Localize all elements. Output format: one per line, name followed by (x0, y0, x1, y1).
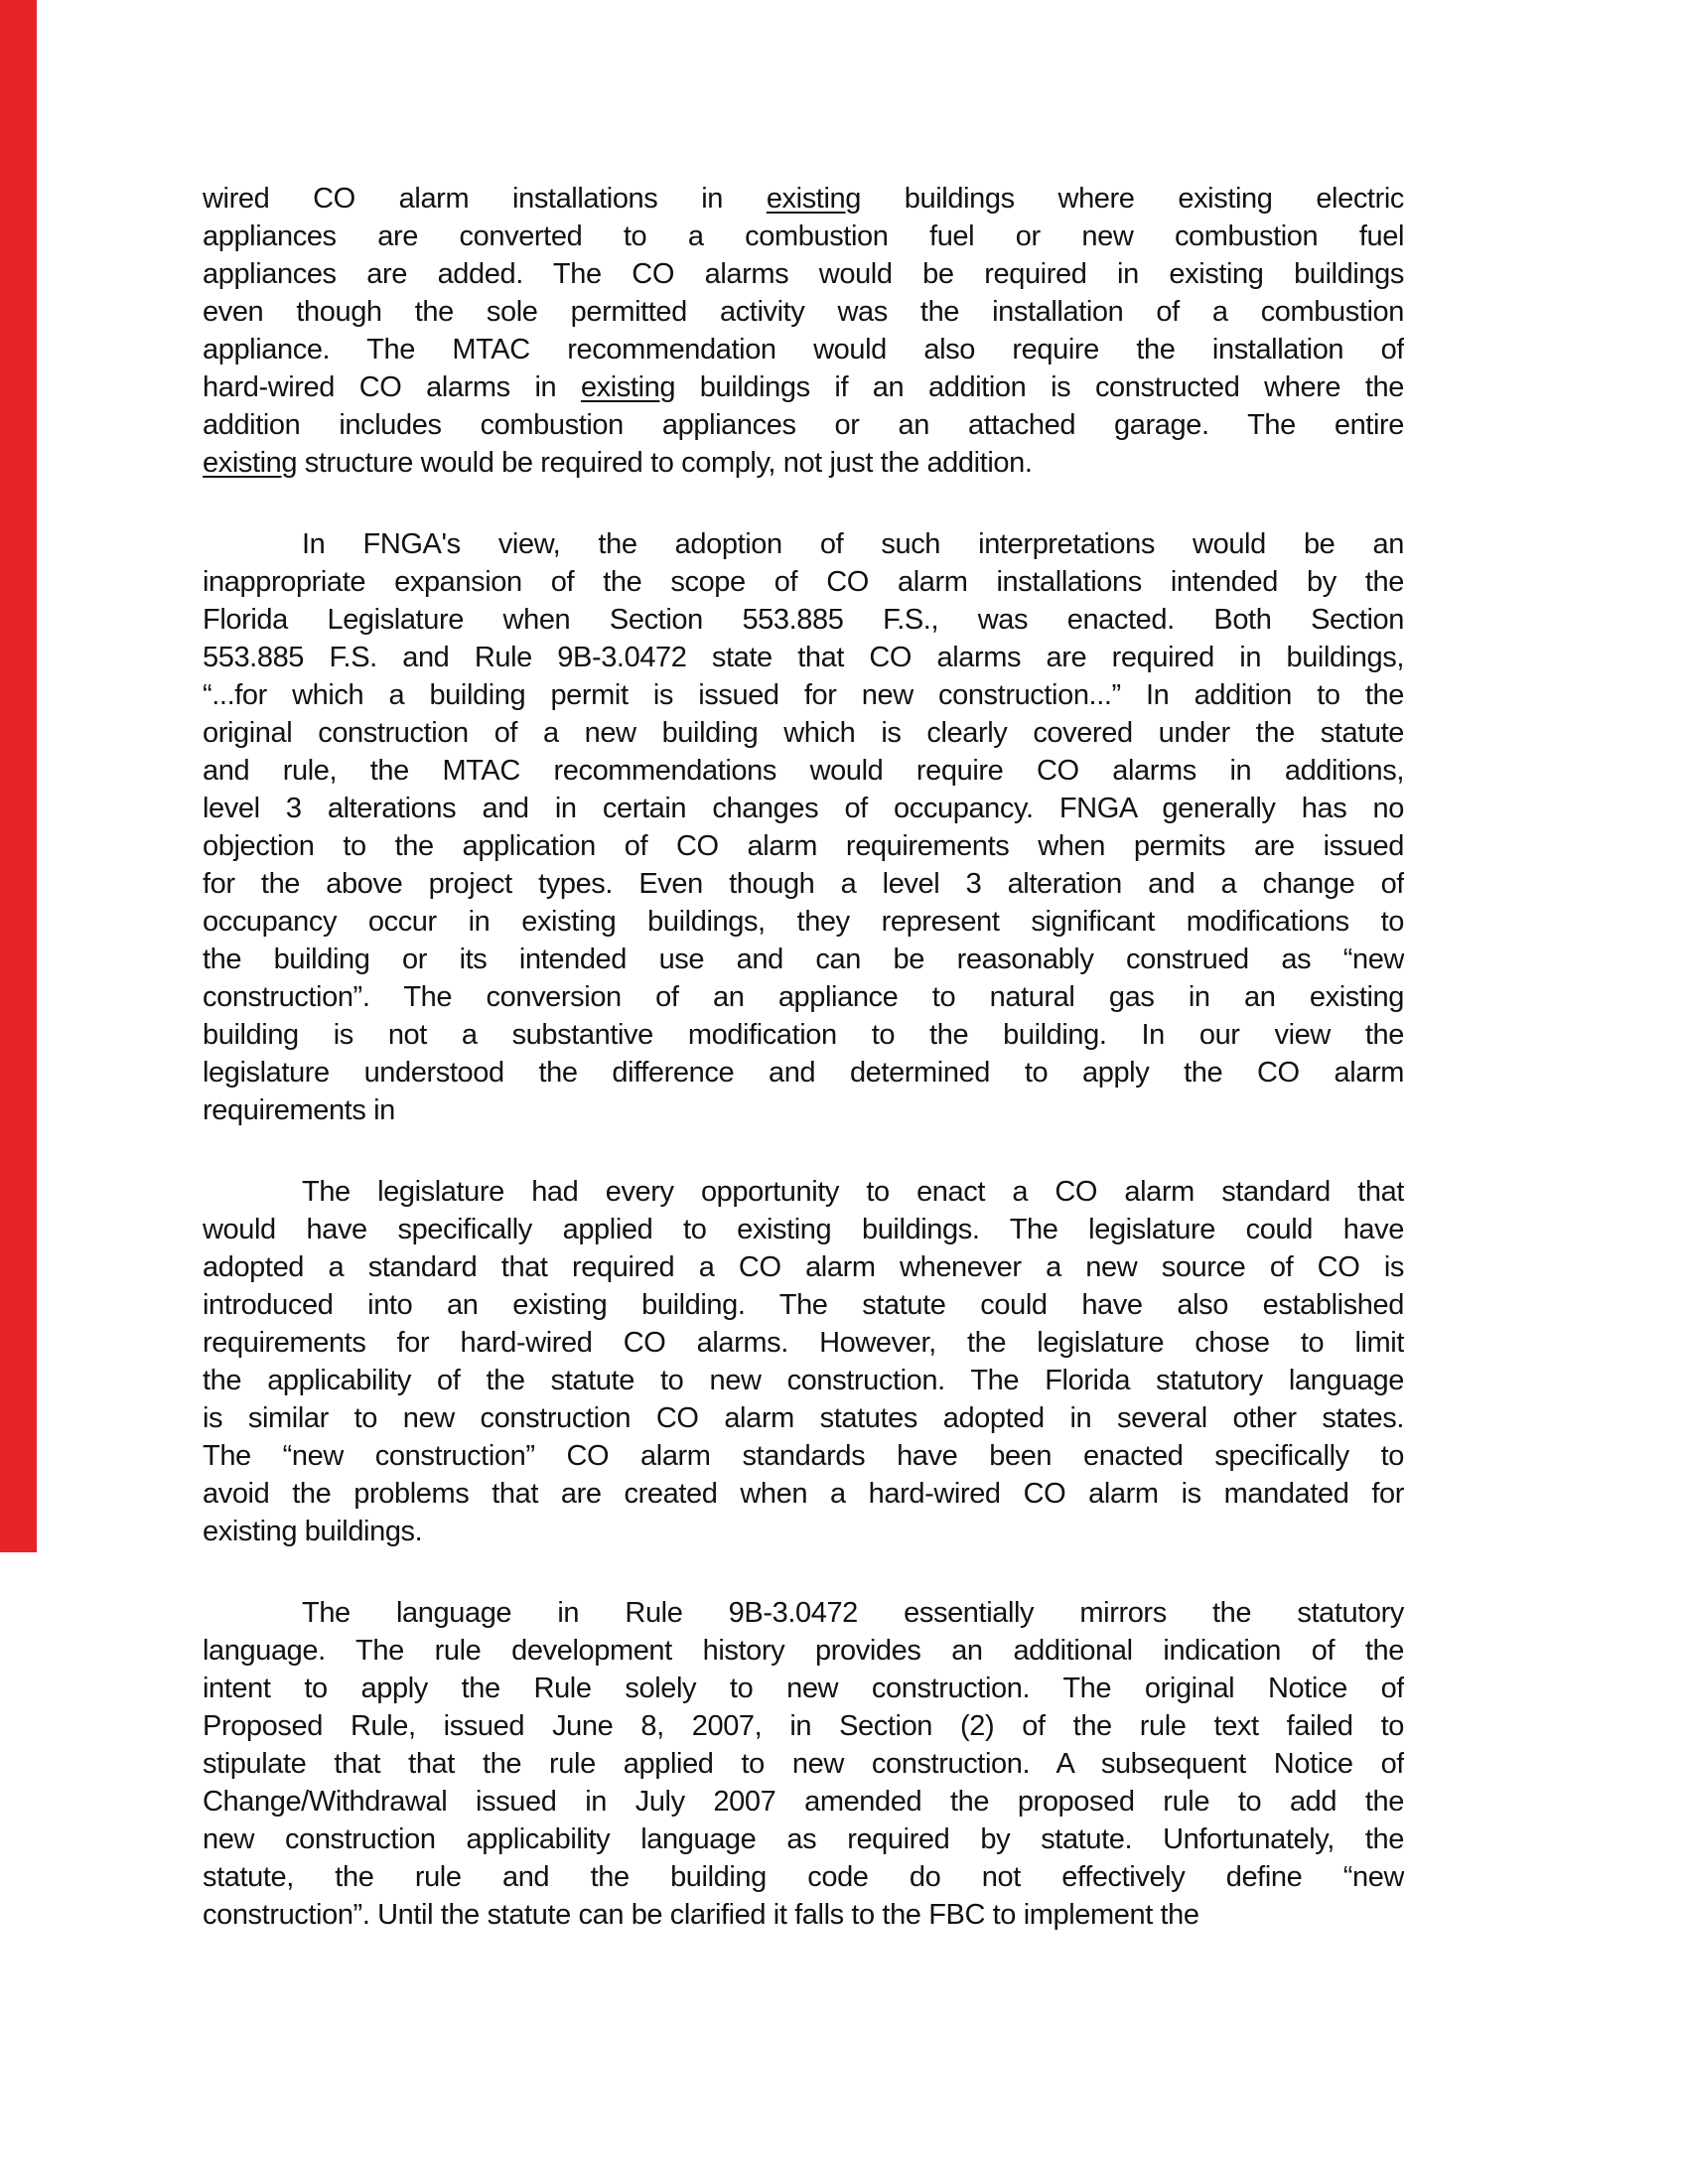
text-line (203, 444, 1404, 482)
text-segment: requirements in (203, 1094, 395, 1126)
paragraph (203, 1173, 1404, 1550)
document-body (203, 180, 1404, 1934)
text-segment: original construction of a new building which is clearly covered under the statute (203, 717, 1404, 749)
text-line (203, 331, 1404, 368)
text-segment: even though the sole permitted activity was the installation of a combustion (203, 296, 1404, 328)
text-segment: construction”. The conversion of an appliance to natural gas in an existing (203, 981, 1404, 1013)
text-segment: construction”. Until the statute can be clarified it falls to the FBC to implement the (203, 1899, 1199, 1931)
text-line (203, 368, 1404, 406)
paragraph (203, 1594, 1404, 1934)
text-segment: Change/Withdrawal issued in July 2007 amended the proposed rule to add the (203, 1786, 1404, 1818)
text-segment: Proposed Rule, issued June 8, 2007, in Section (2) of the rule text failed to (203, 1710, 1404, 1742)
text-line (203, 180, 1404, 218)
text-line (203, 941, 1404, 978)
text-line (203, 1173, 1404, 1211)
text-line (203, 676, 1404, 714)
text-segment: The legislature had every opportunity to enact a CO alarm standard that (302, 1176, 1404, 1208)
text-line (203, 1211, 1404, 1248)
text-segment: wired CO alarm installations in (203, 183, 767, 215)
underlined-text: existing (580, 371, 676, 403)
text-line (203, 903, 1404, 941)
text-segment: inappropriate expansion of the scope of CO alarm installations intended by the (203, 566, 1404, 598)
text-line (203, 218, 1404, 255)
text-line (203, 293, 1404, 331)
text-line (203, 1858, 1404, 1896)
text-segment: language. The rule development history provides an additional indication of the (203, 1635, 1404, 1667)
text-line (203, 1594, 1404, 1632)
underlined-text: existing (203, 447, 298, 479)
text-segment: and rule, the MTAC recommendations would require CO alarms in additions, (203, 755, 1404, 787)
text-line (203, 1632, 1404, 1670)
text-segment: occupancy occur in existing buildings, they represent significant modifications to (203, 906, 1404, 938)
text-segment: The “new construction” CO alarm standards have been enacted specifically to (203, 1440, 1404, 1472)
text-line (203, 752, 1404, 790)
text-segment: appliance. The MTAC recommendation would also require the installation of (203, 334, 1404, 365)
text-segment: Florida Legislature when Section 553.885 F.S., was enacted. Both Section (203, 604, 1404, 636)
text-line (203, 1362, 1404, 1399)
text-segment: adopted a standard that required a CO alarm whenever a new source of CO is (203, 1251, 1404, 1283)
text-line (203, 790, 1404, 827)
text-line (203, 563, 1404, 601)
underlined-text: existing (766, 183, 861, 215)
text-segment: avoid the problems that are created when a hard-wired CO alarm is mandated for (203, 1478, 1404, 1510)
text-segment: for the above project types. Even though a level 3 alteration and a change of (203, 868, 1404, 900)
text-segment: new construction applicability language as required by statute. Unfortunately, the (203, 1823, 1404, 1855)
text-line (203, 255, 1404, 293)
text-segment: “...for which a building permit is issued for new construction...” In addition to the (203, 679, 1404, 711)
text-segment: appliances are added. The CO alarms would be required in existing buildings (203, 258, 1404, 290)
text-line (203, 1745, 1404, 1783)
text-line (203, 1707, 1404, 1745)
text-line (203, 1475, 1404, 1513)
text-line (203, 525, 1404, 563)
paragraph (203, 180, 1404, 482)
text-segment: requirements for hard-wired CO alarms. However, the legislature chose to limit (203, 1327, 1404, 1359)
text-segment: legislature understood the difference and determined to apply the CO alarm (203, 1057, 1404, 1089)
text-segment: buildings where existing electric (860, 183, 1404, 215)
text-line (203, 639, 1404, 676)
text-segment: objection to the application of CO alarm requirements when permits are issued (203, 830, 1404, 862)
text-line (203, 714, 1404, 752)
text-line (203, 865, 1404, 903)
text-segment: level 3 alterations and in certain changes of occupancy. FNGA generally has no (203, 793, 1404, 824)
text-line (203, 978, 1404, 1016)
text-line (203, 1054, 1404, 1092)
text-line (203, 601, 1404, 639)
text-segment: buildings if an addition is constructed where the (675, 371, 1404, 403)
text-segment: would have specifically applied to existing buildings. The legislature could have (203, 1214, 1404, 1245)
text-segment: introduced into an existing building. The statute could have also established (203, 1289, 1404, 1321)
text-line (203, 1324, 1404, 1362)
text-segment: structure would be required to comply, not just the addition. (297, 447, 1033, 479)
text-line (203, 1399, 1404, 1437)
text-line (203, 1783, 1404, 1820)
scan-edge-stripe (0, 0, 37, 1552)
text-segment: addition includes combustion appliances or an attached garage. The entire (203, 409, 1404, 441)
text-segment: In FNGA's view, the adoption of such interpretations would be an (302, 528, 1404, 560)
text-line (203, 1513, 1404, 1550)
text-segment: appliances are converted to a combustion fuel or new combustion fuel (203, 220, 1404, 252)
text-line (203, 1437, 1404, 1475)
text-line (203, 827, 1404, 865)
text-line (203, 1016, 1404, 1054)
text-segment: the applicability of the statute to new construction. The Florida statutory language (203, 1365, 1404, 1396)
text-segment: statute, the rule and the building code do not effectively define “new (203, 1861, 1404, 1893)
text-segment: hard-wired CO alarms in (203, 371, 581, 403)
text-segment: stipulate that that the rule applied to new construction. A subsequent Notice of (203, 1748, 1404, 1780)
paragraph (203, 525, 1404, 1129)
text-segment: is similar to new construction CO alarm statutes adopted in several other states. (203, 1402, 1404, 1434)
text-line (203, 1286, 1404, 1324)
text-segment: intent to apply the Rule solely to new construction. The original Notice of (203, 1673, 1404, 1704)
text-segment: the building or its intended use and can be reasonably construed as “new (203, 944, 1404, 975)
text-line (203, 1896, 1404, 1934)
text-line (203, 1092, 1404, 1129)
text-line (203, 1820, 1404, 1858)
text-segment: building is not a substantive modification to the building. In our view the (203, 1019, 1404, 1051)
text-line (203, 1248, 1404, 1286)
text-segment: The language in Rule 9B-3.0472 essentially mirrors the statutory (302, 1597, 1404, 1629)
text-line (203, 1670, 1404, 1707)
text-segment: 553.885 F.S. and Rule 9B-3.0472 state that CO alarms are required in buildings, (203, 642, 1404, 673)
text-segment: existing buildings. (203, 1516, 423, 1547)
text-line (203, 406, 1404, 444)
